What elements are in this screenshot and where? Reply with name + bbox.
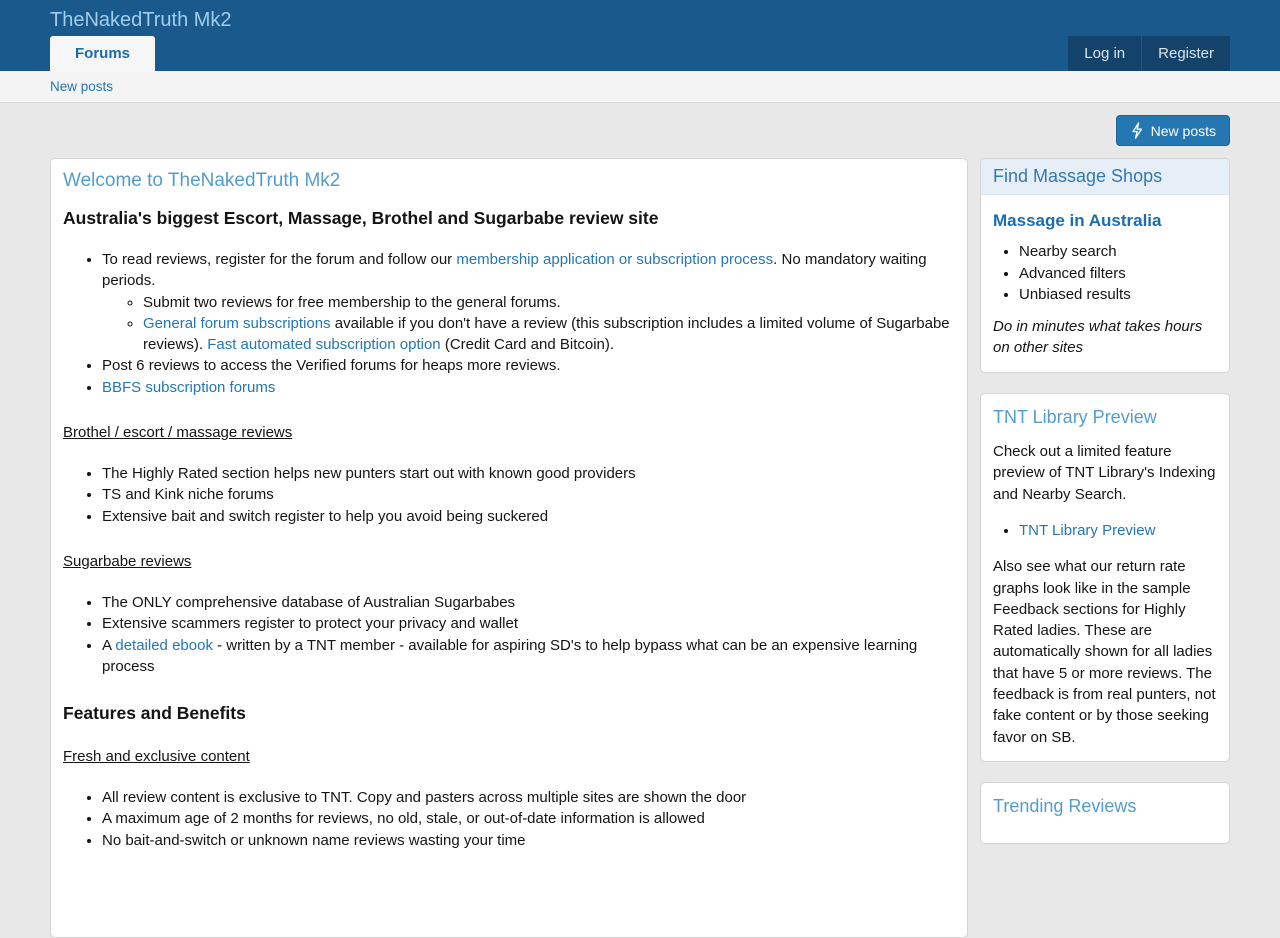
list-item bbox=[102, 377, 955, 398]
intro-text: . No mandatory waiting periods. bbox=[102, 251, 927, 290]
list-item: • Extensive scammers register to protect your privacy and wallet bbox=[102, 613, 955, 634]
brothel-list bbox=[63, 463, 955, 527]
subnav-new-posts-link[interactable]: New posts bbox=[50, 79, 114, 94]
list-item bbox=[102, 635, 955, 678]
site-header bbox=[0, 0, 1280, 71]
list-item: • Post 6 reviews to access the Verified forums for heaps more reviews. bbox=[102, 355, 955, 376]
list-item: • A maximum age of 2 months for reviews, no old, stale, or out-of-date information is allowed bbox=[102, 808, 955, 829]
sidebar bbox=[980, 158, 1230, 844]
main-content-block bbox=[50, 158, 968, 938]
intro-text: To read reviews, register for the forum and follow our bbox=[102, 251, 457, 268]
trending-reviews-block bbox=[980, 782, 1230, 844]
welcome-heading: Welcome to TheNakedTruth Mk2 bbox=[63, 170, 341, 191]
list-item: • Advanced filters bbox=[1019, 263, 1217, 284]
intro-text: available if you don't have a review (this subscription includes a limited volume of Sugarbabe reviews). bbox=[143, 314, 950, 354]
tnt-library-list bbox=[993, 520, 1217, 541]
list-item: • No bait-and-switch or unknown name reviews wasting your time bbox=[102, 830, 955, 851]
tab-forums[interactable]: Forums bbox=[50, 36, 155, 71]
list-item: • TS and Kink niche forums bbox=[102, 484, 955, 505]
bbfs-forums-link[interactable]: BBFS subscription forums bbox=[102, 378, 276, 396]
tnt-library-text: Check out a limited feature preview of TNT Library's Indexing and Nearby Search. bbox=[993, 443, 1216, 503]
general-subscriptions-link[interactable]: General forum subscriptions bbox=[143, 314, 331, 332]
tnt-library-feedback-text: Also see what our return rate graphs look like in the sample Feedback sections for Highly Rated ladies. These are automatically shown for all ladies that have 5 or more reviews. The feedback is from real punters, not fake content or by those seeking favor on SB. bbox=[993, 558, 1216, 746]
list-item: • Extensive bait and switch register to help you avoid being suckered bbox=[102, 506, 955, 527]
list-item: • Unbiased results bbox=[1019, 284, 1217, 305]
tnt-library-preview-link[interactable]: TNT Library Preview bbox=[1019, 521, 1156, 539]
site-headline: Australia's biggest Escort, Massage, Brothel and Sugarbabe review site bbox=[63, 208, 659, 228]
new-posts-button-label: New posts bbox=[1150, 122, 1216, 139]
sugarbabe-section-heading: Sugarbabe reviews bbox=[63, 552, 192, 570]
list-item: • The ONLY comprehensive database of Australian Sugarbabes bbox=[102, 592, 955, 613]
site-title-link[interactable]: TheNakedTruth Mk2 bbox=[50, 9, 232, 31]
subnav-bar bbox=[0, 71, 1280, 103]
intro-sublist bbox=[102, 292, 955, 356]
list-item: ◦ Submit two reviews for free membership to the general forums. bbox=[143, 292, 955, 313]
lightning-icon bbox=[1130, 122, 1144, 139]
membership-process-link[interactable]: membership application or subscription process bbox=[456, 251, 774, 268]
main-nav bbox=[0, 36, 1280, 71]
brothel-section-heading: Brothel / escort / massage reviews bbox=[63, 424, 293, 442]
intro-text: A bbox=[102, 636, 116, 654]
massage-in-australia-link[interactable]: Massage in Australia bbox=[993, 211, 1162, 230]
list-item bbox=[1019, 520, 1217, 541]
detailed-ebook-link[interactable]: detailed ebook bbox=[115, 636, 213, 654]
register-button[interactable]: Register bbox=[1142, 36, 1230, 71]
trending-reviews-title: Trending Reviews bbox=[993, 795, 1137, 816]
massage-tagline: Do in minutes what takes hours on other sites bbox=[993, 318, 1203, 357]
sugarbabe-list bbox=[63, 592, 955, 677]
login-button[interactable]: Log in bbox=[1068, 36, 1141, 71]
fast-subscription-link[interactable]: Fast automated subscription option bbox=[207, 336, 441, 354]
fresh-content-heading: Fresh and exclusive content bbox=[63, 748, 250, 766]
new-posts-button[interactable] bbox=[1116, 115, 1230, 146]
list-item bbox=[143, 313, 955, 356]
list-item: • All review content is exclusive to TNT. Copy and pasters across multiple sites are shown the door bbox=[102, 787, 955, 808]
intro-text: - written by a TNT member - available for aspiring SD's to help bypass what can be an expensive learning process bbox=[102, 636, 918, 675]
fresh-content-list bbox=[63, 787, 955, 851]
find-massage-shops-block bbox=[980, 158, 1230, 373]
tnt-library-block bbox=[980, 393, 1230, 762]
list-item bbox=[102, 249, 955, 355]
list-item: • The Highly Rated section helps new punters start out with known good providers bbox=[102, 463, 955, 484]
list-item: • Nearby search bbox=[1019, 241, 1217, 262]
tnt-library-title: TNT Library Preview bbox=[993, 406, 1157, 427]
features-heading: Features and Benefits bbox=[63, 703, 246, 724]
intro-text: (Credit Card and Bitcoin). bbox=[440, 336, 615, 354]
massage-features-list bbox=[993, 241, 1217, 305]
find-massage-shops-title: Find Massage Shops bbox=[981, 159, 1229, 195]
intro-list bbox=[63, 249, 955, 398]
